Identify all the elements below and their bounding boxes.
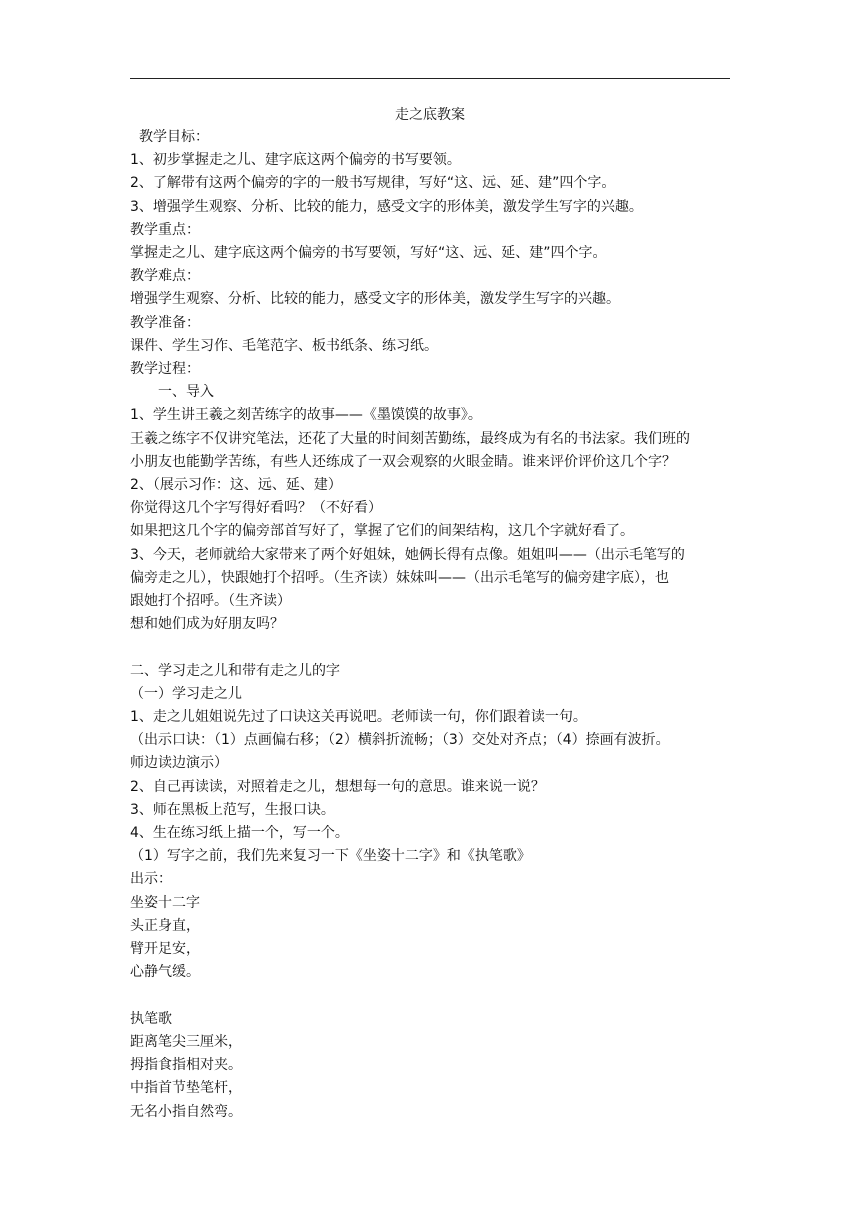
blank-line (130, 636, 730, 659)
poem-line: 无名小指自然弯。 (130, 1103, 242, 1120)
paragraph: 3、师在黑板上范写，生报口诀。 (130, 801, 335, 818)
section-heading-key-points: 教学重点： (130, 221, 200, 238)
paragraph: 3、增强学生观察、分析、比较的能力，感受文字的形体美，激发学生写字的兴趣。 (130, 198, 643, 215)
header-rule (130, 78, 730, 79)
poem-line: 头正身直， (130, 917, 200, 934)
paragraph: 2、自己再读读，对照着走之儿，想想每一句的意思。谁来说一说？ (130, 778, 545, 795)
poem-line: 距离笔尖三厘米， (130, 1033, 242, 1050)
paragraph: 出示： (130, 871, 172, 888)
poem-title: 坐姿十二字 (130, 894, 200, 911)
paragraph: 1、学生讲王羲之刻苦练字的故事——《墨馍馍的故事》。 (130, 407, 482, 424)
paragraph: （出示口诀：（1）点画偏右移；（2）横斜折流畅；（3）交处对齐点；（4）捺画有波折。 (130, 732, 670, 749)
blank-line (130, 985, 730, 1008)
section-heading-process: 教学过程： (130, 361, 200, 378)
paragraph: 如果把这几个字的偏旁部首写好了，掌握了它们的间架结构，这几个字就好看了。 (130, 523, 634, 540)
poem-line: 拇指食指相对夹。 (130, 1057, 242, 1074)
paragraph: 增强学生观察、分析、比较的能力，感受文字的形体美，激发学生写字的兴趣。 (130, 291, 620, 308)
document-body (130, 126, 730, 1124)
section-heading-preparation: 教学准备： (130, 314, 200, 331)
document-title: 走之底教案 (395, 107, 465, 123)
poem-line: 臂开足安， (130, 941, 200, 958)
paragraph: 2、了解带有这两个偏旁的字的一般书写规律，写好“这、远、延、建”四个字。 (130, 175, 616, 192)
subsection-heading: （一）学习走之儿 (130, 685, 242, 702)
paragraph: 跟她打个招呼。（生齐读） (130, 593, 291, 610)
paragraph: （1）写字之前，我们先来复习一下《坐姿十二字》和《执笔歌》 (130, 848, 531, 865)
paragraph: 1、初步掌握走之儿、建字底这两个偏旁的书写要领。 (130, 152, 461, 169)
section-heading-objectives: 教学目标： (139, 129, 209, 145)
subsection-heading-intro: 一、导入 (158, 384, 214, 401)
poem-line: 心静气缓。 (130, 964, 200, 981)
poem-title: 执笔歌 (130, 1010, 172, 1027)
paragraph: 偏旁走之儿），快跟她打个招呼。（生齐读）妹妹叫——（出示毛笔写的偏旁建字底），也 (130, 569, 669, 586)
paragraph: 王羲之练字不仅讲究笔法，还花了大量的时间刻苦勤练，最终成为有名的书法家。我们班的 (130, 430, 690, 447)
paragraph: 1、走之儿姐姐说先过了口诀这关再说吧。老师读一句，你们跟着读一句。 (130, 709, 587, 726)
paragraph: 小朋友也能勤学苦练，有些人还练成了一双会观察的火眼金睛。谁来评价评价这几个字？ (130, 453, 676, 470)
paragraph: 2、（展示习作：这、远、延、建） (130, 477, 342, 494)
paragraph: 想和她们成为好朋友吗？ (130, 616, 284, 633)
paragraph: 你觉得这几个字写得好看吗？（不好看） (130, 500, 382, 517)
paragraph: 掌握走之儿、建字底这两个偏旁的书写要领，写好“这、远、延、建”四个字。 (130, 245, 607, 262)
paragraph: 师边读边演示） (130, 755, 228, 772)
paragraph: 4、生在练习纸上描一个，写一个。 (130, 825, 349, 842)
paragraph: 课件、学生习作、毛笔范字、板书纸条、练习纸。 (130, 337, 438, 354)
section-heading-zou-zhi: 二、学习走之儿和带有走之儿的字 (130, 662, 340, 679)
paragraph: 3、今天，老师就给大家带来了两个好姐妹，她俩长得有点像。姐姐叫——（出示毛笔写的 (130, 546, 685, 563)
poem-line: 中指首节垫笔杆， (130, 1080, 242, 1097)
section-heading-difficulties: 教学难点： (130, 268, 200, 285)
